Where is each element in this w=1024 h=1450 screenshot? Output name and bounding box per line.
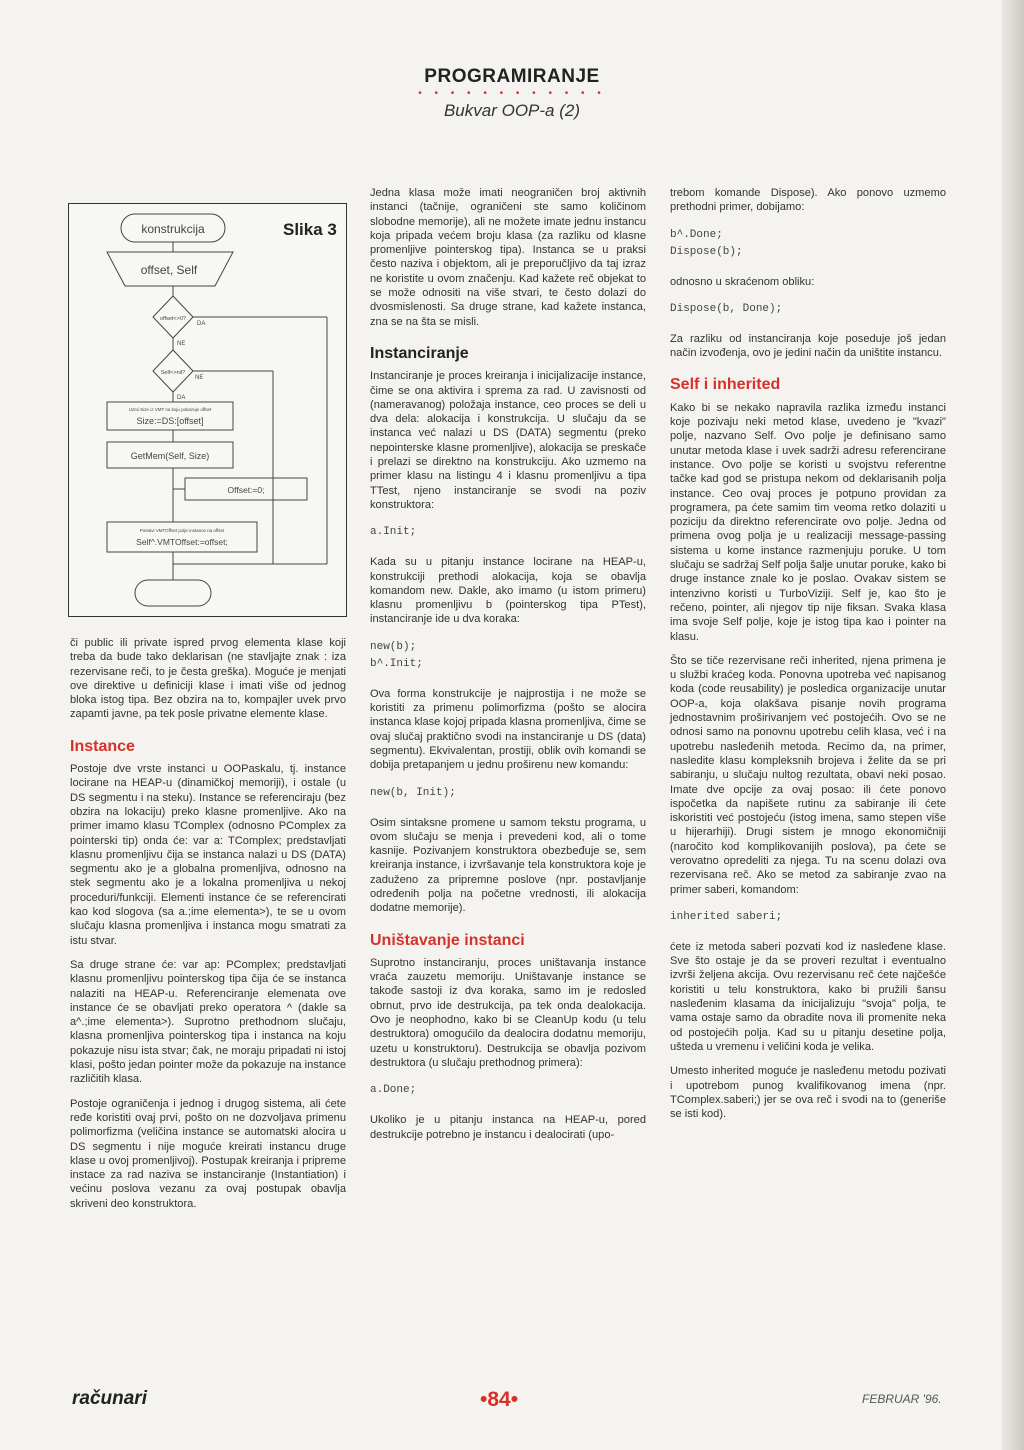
paragraph: Postoje ograničenja i jednog i drugog sistema, ali ćete ređe koristiti ovaj prvi, pošto on ne dozvoljava primenu polimorfizma (veličina instance se automatski alocira u DS segmentu i nije moguće kreirati instancu druge klase u ovoj promenljivoj). Postupak kreiranja i pripreme instace za rad naziva se instanciranje (Instantiation) i većinu poslova vezanu za ovaj postupak obavlja skriveni deo konstruktora. — [70, 1097, 346, 1210]
column-2 — [370, 186, 646, 1152]
step3-label: Offset:=0; — [227, 485, 265, 495]
page-header — [0, 66, 1024, 121]
paragraph: Za razliku od instanciranja koje poseduje još jedan način izvođenja, ovo je jedini način da uništite instancu. — [670, 332, 946, 360]
paragraph: odnosno u skraćenom obliku: — [670, 275, 815, 288]
magazine-logo: računari — [72, 1388, 147, 1409]
code-sample: new(b); b^.Init; — [370, 640, 423, 670]
paragraph: Ova forma konstrukcije je najprostija i ne može se koristiti za primenu polimorfizma (pošto se alocira instanca klase kojoj pripada klasna promenljiva, čime se ovaj slučaj praktično svodi na instanciranje u DS (data) segmentu). Ekvivalentan, prostiji, oblik ovih komandi se dobija pretapanjem u jednu proširenu new komandu: — [370, 687, 646, 772]
step1-label: Size:=DS:[offset] — [136, 416, 204, 426]
step2-label: GetMem(Self, Size) — [130, 451, 210, 461]
input-label: offset, Self — [140, 263, 198, 277]
flowchart-diagram — [69, 204, 346, 616]
step4-note: Postavi VMTOffset polje instance na offset — [139, 528, 225, 533]
paragraph: Postoje dve vrste instanci u OOPaskalu, tj. instance locirane na HEAP-u (dinamičkoj memoriji), i ostale (u DS segmentu i na steku). Instance se referenciraju (bez obzira na lokaciju) preko klasne promenljive. Ako na primer imamo klasu TComplex (odnosno PComplex za pointerski tip) onda će: var a: TComplex; predstavljati klasnu promenljivu čija se instanca nalazi u DS (DATA) segmentu ako je a globalna promenljiva, odnosno na stek segmentu ako je a lokalna promenljiva u nekoj proceduri/funkciji. Elementi instance će se referencirati kao kod slogova (sa a.;ime elementa>), te se u ovom slučaju klasna promenljiva i instanca mogu smatrati za istu stvar. — [70, 763, 346, 947]
cond1-yes-label: DA — [197, 321, 206, 327]
code-sample: new(b, Init); — [370, 786, 456, 799]
paragraph: Sa druge strane će: var ap: PComplex; predstavljati klasnu promenljivu pointerskog tipa čija će se instanca nalaziti na HEAP-u. Referenciranje elemenata ove instance će se obavljati preko operatora ^ (dakle sa a^.;ime elementa>). Suprotno prethodnom slučaju, klasna promenljiva pointerskog tipa i instanca na koju pokazuje nisu ista stvar; čak, ne moraju pripadati ni istoj klasi, pošto jedan pointer može da pokazuje na instance različitih klasa. — [70, 958, 346, 1086]
cond2-yes-label: DA — [177, 395, 186, 401]
article-subtitle: Bukvar OOP-a (2) — [443, 101, 581, 120]
cond1-no-label: NE — [177, 341, 186, 347]
paragraph: Suprotno instanciranju, proces uništavanja instance vraća zauzetu memoriju. Uništavanje instance se takođe sastoji iz dva koraka, samo im je redosled obrnut, prvo ide destrukcija, pa tek onda dealokacija. Ovo je neophodno, kako bi se CleanUp kodu (u telu destruktora) omogućilo da dealocira dodatnu memoriju, uzetu u konstruktoru). Destrukcija se obavlja pozivom destruktora (u slučaju prethodnog primera): — [370, 956, 646, 1069]
code-sample: a.Init; — [370, 526, 417, 539]
code-sample: Dispose(b, Done); — [670, 302, 783, 315]
end-terminal — [135, 580, 211, 606]
figure-label: Slika 3 — [283, 220, 337, 239]
paragraph: Jedna klasa može imati neograničen broj aktivnih instanci (tačnije, ograničeni ste samo količinom slobodne memorije), ali ne možete imate jednu instancu koja pripada većem broju klasa (za razliku od klasne promenljive pointerskog tipa). Instanca se u praksi često naziva i objektom, ali je preporučljivo da taj izraz ne koristite u ovom značenju. Kad kažete reč objekat to se može odnositi na više stvari, te često dolazi do dvosmislenosti. Sa druge strane, kad kažete instanca, zna se na šta se misli. — [370, 187, 646, 328]
cond2-label: Self<>nil? — [160, 370, 186, 376]
code-sample: b^.Done; Dispose(b); — [670, 228, 743, 258]
paragraph: Ukoliko je u pitanju instanca na HEAP-u, pored destrukcije potrebno je instancu i dealocirati (upo- — [370, 1114, 646, 1141]
column-1 — [70, 636, 346, 1221]
paragraph: Što se tiče rezervisane reči inherited, njena primena je u službi kraćeg koda. Ponovna upotreba već napisanog koda (code reusability) je posledica organizacije unutar OOP-a, koja olakšava pisanje novih programa jednostavnim proširivanjem već postojećih. Ovo se ne odnosi samo na ponovnu upotrebu celih klasa, već i na upotrebu nasleđenih metoda. Recimo da, na primer, nasledite klasu kompleksnih brojeva i želite da se pri sabiranju, u slučaju nultog rezultata, obavi neki posao. Imate dve opcije za ovaj posao: ili ćete ponovo ispočetka da napišete rutinu za sabiranje ili ćete iskoristiti već postojeću (istog imena, samo stepen više u hijerarhiji). Drugi sistem je mnogo ekonomičniji (naročito kod komplikovanijih poslova), pa ćete se verovatno opredeliti za njega. Tu na scenu dolazi ova rezervisana reč. Ako se metod za sabiranje zvao na primer saberi, komandom: — [670, 654, 946, 896]
cond2-no-label: NE — [195, 375, 204, 381]
paragraph: Kada su u pitanju instance locirane na HEAP-u, konstrukciji prethodi alokacija, koja se obavlja komandom new. Dakle, ako imamo (u istom primeru) klasnu promenljivu b (pointerskog tipa PTest), instanciranje ide u dva koraka: — [370, 556, 646, 626]
code-sample: a.Done; — [370, 1084, 417, 1097]
paragraph: či public ili private ispred prvog elementa klase koji treba da bude tako deklarisan (ne stavljajte znak : iza rezervisane reči, to je česta greška). Moguće je menjati ove direktive u definiciji klase i imati više od jednog bloka istog tipa. Bez obzira na to, kompajler uvek prvo zapamti javne, pa tek posle privatne elemente klase. — [70, 637, 346, 721]
paragraph: ćete iz metoda saberi pozvati kod iz nasleđene klase. Sve što ostaje je da se proveri rezultat i eventualno izvrši željena akcija. Ovu rezervisanu reč ćete najčešće koristiti u telu konstruktora, kako bi pružili šansu nasleđenim klasama da inicijalizuju "svoja" polja, te vama ostaje samo da obradite nova ili promenite neka od postojećih polja. Kad su u pitanju desetine polja, ušteda u vremenu i veličini koda je velika. — [670, 940, 946, 1053]
paragraph: Kako bi se nekako napravila razlika između instanci koje pozivaju neki metod klase, uvedeno je "kvazi" polje, nazvano Self. Ovo polje je definisano samo unutar metoda klase i uvek sadrži adresu referencirane instance. Ovo polje se koristi u svojstvu referentne tačke kad god se pristupa nekom od deklarisanih polja instance. Ceo ovaj proces je potpuno providan za programera, pa ćete samim tim veoma retko dolaziti u poziciju da direktno referencirate ovo polje. Jedna od primena ovog polja je u realizaciji message-passing sistema u kome instance razmenjuju poruke. U tom slučaju se sadržaj Self polja šalje unutar poruke, kako bi druge instance znale ko je poslao. Ovakav sistem se intenzivno koristi u TurboViziji. Self je, kao što je rečeno, pointer, ali njegov tip nije fiksan. Svaka klasa ima svoje Self polje, koje je istog tipa kao i pointer na klasu. — [670, 401, 946, 643]
step4-label: Self^.VMTOffset:=offset; — [136, 537, 228, 547]
page-number: •84• — [480, 1388, 519, 1411]
section-title: PROGRAMIRANJE — [424, 66, 600, 87]
start-label: konstrukcija — [141, 222, 205, 236]
paragraph: Instanciranje je proces kreiranja i inicijalizacije instance, čime se ona aktivira i sprema za rad. U zavisnosti od (nameravanog) položaja instance, ceo proces se deli u dva dela: alokacija i konstrukcija. U slučaju da se instanca već nalazi u DS (DATA) segmentu (preko nepointerske klasne promenljive), alokacija se preskače i prelazi se direktno na konstrukciju. Ako uzmemo na primer klasu na listingu 4 i klasnu promenljivu a tipa TTest, njeno instanciranje se svodi na poziv konstruktora: — [370, 370, 646, 511]
heading-instanciranje: Instanciranje — [370, 344, 469, 362]
heading-instance: Instance — [70, 737, 135, 755]
heading-unistavanje: Uništavanje instanci — [370, 931, 525, 949]
code-sample: inherited saberi; — [670, 910, 783, 923]
cond1-label: offset<>0? — [160, 316, 186, 322]
flowchart-figure — [68, 203, 347, 617]
page-edge — [1002, 0, 1024, 1450]
paragraph: Umesto inherited moguće je nasleđenu metodu pozivati i upotrebom punog kvalifikovanog imena (npr. TComplex.saberi;) jer se ova reč i svodi na to (generiše se isti kod). — [670, 1065, 946, 1121]
issue-date: FEBRUAR '96. — [862, 1392, 942, 1406]
step1-note: Uzmi Size iz VMT na koju pokazuje offset — [128, 407, 212, 412]
paragraph: trebom komande Dispose). Ako ponovo uzmemo prethodni primer, dobijamo: — [670, 187, 946, 214]
decorative-dots: • • • • • • • • • • • • — [418, 88, 606, 99]
heading-self-inherited: Self i inherited — [670, 376, 781, 394]
column-3 — [670, 186, 946, 1131]
paragraph: Osim sintaksne promene u samom tekstu programa, u ovom slučaju se menja i prevedeni kod, ali o tome kasnije. Pozivanjem konstruktora obezbeđuje se, sem kreiranja instance, i izvršavanje tela konstruktora koje je zaduženo za pripremne poslove (npr. postavljanje određenih polja na početne vrednosti, ili alokacija dodatne memorije). — [370, 816, 646, 915]
